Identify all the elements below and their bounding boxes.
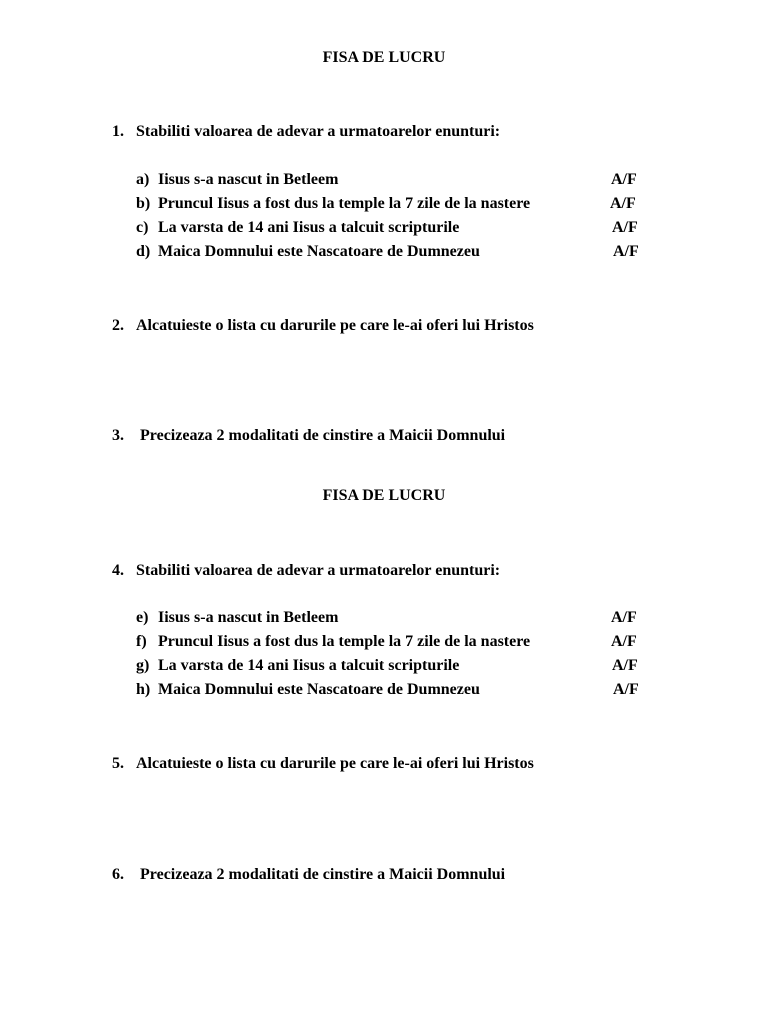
true-false-answer: A/F <box>611 633 637 650</box>
question-text: Precizeaza 2 modalitati de cinstire a Maicii Domnului <box>136 427 506 444</box>
question-3 <box>112 426 505 446</box>
item-letter: d) <box>136 243 151 260</box>
question-number: 3. <box>112 427 124 444</box>
list-item <box>136 680 656 700</box>
page-title: FISA DE LUCRU <box>322 487 446 504</box>
true-false-answer: A/F <box>610 195 636 212</box>
item-text: Iisus s-a nascut in Betleem <box>158 609 339 626</box>
question-text: Stabiliti valoarea de adevar a urmatoarelor enunturi: <box>136 123 501 140</box>
item-letter: g) <box>136 657 150 674</box>
question-6 <box>112 865 505 885</box>
question-5 <box>112 754 534 774</box>
true-false-answer: A/F <box>612 219 638 236</box>
question-number: 1. <box>112 123 124 140</box>
page-title: FISA DE LUCRU <box>322 49 446 66</box>
list-item <box>136 656 656 676</box>
question-number: 4. <box>112 562 124 579</box>
list-item <box>136 242 656 262</box>
item-text: Pruncul Iisus a fost dus la temple la 7 zile de la nastere <box>158 195 531 212</box>
question-number: 6. <box>112 866 124 883</box>
true-false-answer: A/F <box>611 171 637 188</box>
question-number: 5. <box>112 755 124 772</box>
item-letter: f) <box>136 633 147 650</box>
item-text: La varsta de 14 ani Iisus a talcuit scripturile <box>158 657 460 674</box>
item-text: Maica Domnului este Nascatoare de Dumnezeu <box>158 243 480 260</box>
item-letter: b) <box>136 195 151 212</box>
question-text: Alcatuieste o lista cu darurile pe care le-ai oferi lui Hristos <box>136 755 534 772</box>
true-false-answer: A/F <box>612 657 638 674</box>
item-letter: e) <box>136 609 149 626</box>
true-false-answer: A/F <box>613 681 639 698</box>
item-text: La varsta de 14 ani Iisus a talcuit scripturile <box>158 219 460 236</box>
item-letter: c) <box>136 219 149 236</box>
question-2 <box>112 316 534 336</box>
list-item <box>136 608 656 628</box>
list-item <box>136 170 656 190</box>
list-item <box>136 632 656 652</box>
question-text: Stabiliti valoarea de adevar a urmatoarelor enunturi: <box>136 562 501 579</box>
item-letter: a) <box>136 171 150 188</box>
true-false-answer: A/F <box>613 243 639 260</box>
true-false-answer: A/F <box>611 609 637 626</box>
item-letter: h) <box>136 681 151 698</box>
list-item <box>136 218 656 238</box>
item-text: Pruncul Iisus a fost dus la temple la 7 zile de la nastere <box>158 633 531 650</box>
question-text: Alcatuieste o lista cu darurile pe care le-ai oferi lui Hristos <box>136 317 534 334</box>
item-text: Iisus s-a nascut in Betleem <box>158 171 339 188</box>
question-4 <box>112 561 500 581</box>
question-text: Precizeaza 2 modalitati de cinstire a Maicii Domnului <box>136 866 506 883</box>
item-text: Maica Domnului este Nascatoare de Dumnezeu <box>158 681 480 698</box>
question-number: 2. <box>112 317 124 334</box>
question-1 <box>112 122 500 142</box>
list-item <box>136 194 656 214</box>
